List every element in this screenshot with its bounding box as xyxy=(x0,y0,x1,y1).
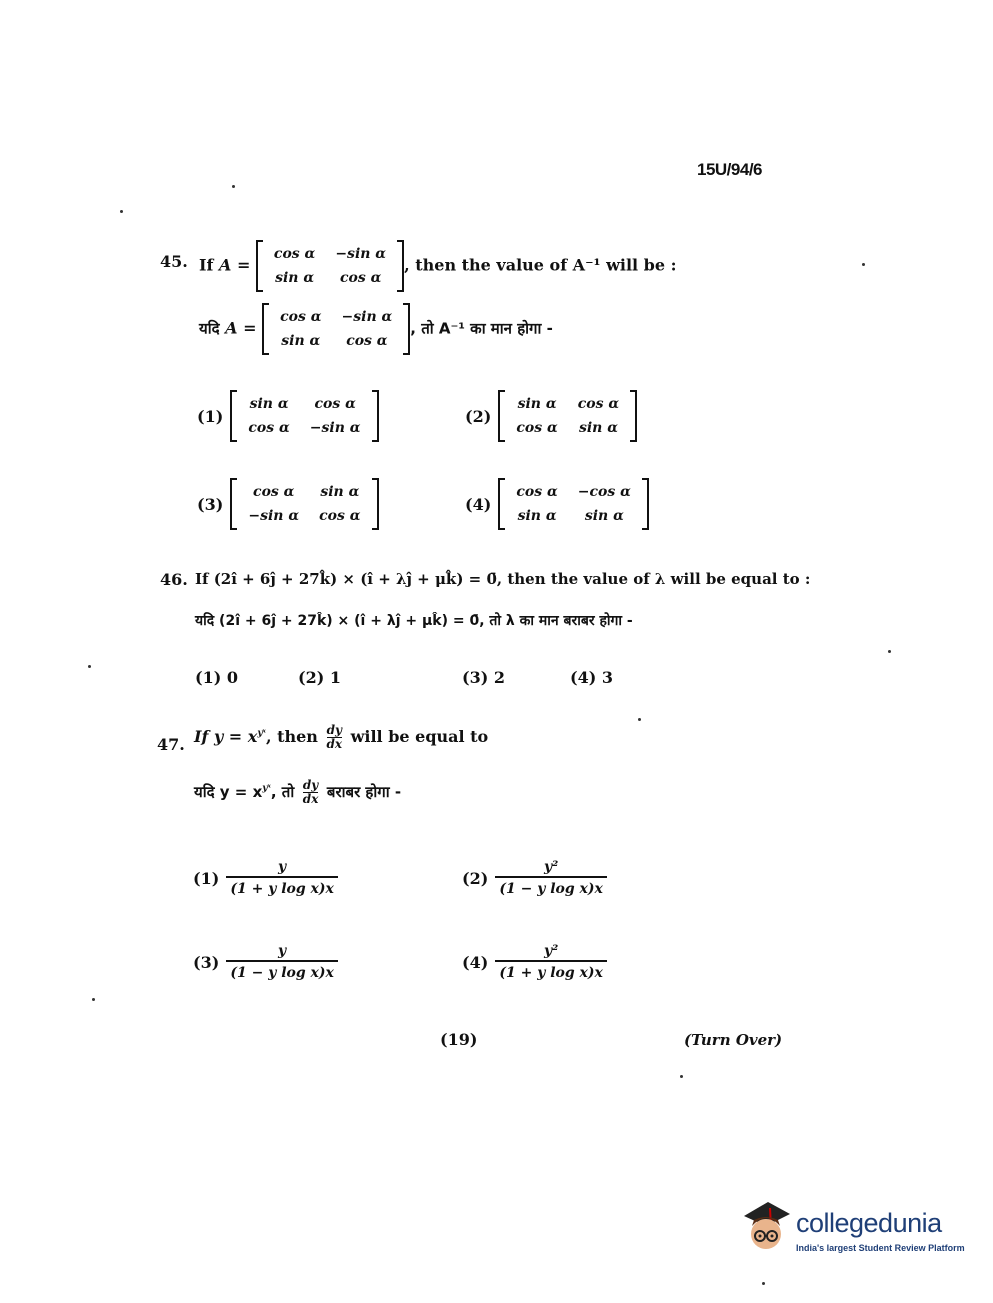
matrix-cell: cos α xyxy=(314,396,356,412)
dx-text: dx xyxy=(302,792,319,806)
option-label: (4) xyxy=(465,494,492,514)
fraction-numerator: y xyxy=(278,859,287,875)
scan-speck xyxy=(232,185,235,188)
matrix-cell: sin α xyxy=(584,508,624,524)
brand-tagline: India's largest Student Review Platform xyxy=(796,1243,965,1253)
scan-speck xyxy=(862,263,865,266)
scan-speck xyxy=(88,665,91,668)
fraction-numerator: y xyxy=(278,943,287,959)
q45-a-cell: sin α xyxy=(275,270,315,286)
q47-if-y: If y = x xyxy=(194,727,258,746)
option-matrix xyxy=(498,478,649,530)
q45-hindi-suffix: , तो A⁻¹ का मान होगा - xyxy=(410,319,553,338)
q45-a-cell: cos α xyxy=(280,309,322,325)
q45-a-cell: cos α xyxy=(340,270,382,286)
q47-hindi-mid: , तो xyxy=(270,783,295,801)
q45-a-cell: cos α xyxy=(273,246,316,262)
matrix-cell: −sin α xyxy=(248,508,300,524)
matrix-cell: cos α xyxy=(577,396,620,412)
question-45-hindi xyxy=(199,303,553,355)
question-47-english xyxy=(194,724,488,751)
fraction-denominator: (1 + y log x)x xyxy=(495,960,607,983)
q46-option-3: (3) 2 xyxy=(462,668,505,687)
q47-option-4 xyxy=(462,942,607,983)
question-45-number: 45. xyxy=(160,252,188,271)
dy-text: dy xyxy=(302,778,319,792)
q45-hindi-a-eq: A = xyxy=(225,318,257,338)
matrix-cell: sin α xyxy=(578,420,618,436)
question-46-hindi: यदि (2î + 6ĵ + 27k̂) × (î + λĵ + μk̂) = 0̄, तो λ का मान बराबर होगा - xyxy=(195,613,633,629)
q46-option-4: (4) 3 xyxy=(570,668,613,687)
scan-speck xyxy=(888,650,891,653)
q47-then: , then xyxy=(265,727,318,746)
q47-hindi-if-y: यदि y = x xyxy=(194,783,263,801)
dx-text: dx xyxy=(326,737,343,751)
scan-speck xyxy=(92,998,95,1001)
option-fraction xyxy=(495,858,607,899)
q47-option-1 xyxy=(193,858,338,899)
q45-a-cell: −sin α xyxy=(341,309,393,325)
page-number: (19) xyxy=(440,1030,478,1049)
paper-code: 15U/94/6 xyxy=(697,160,762,179)
scan-speck xyxy=(638,718,641,721)
collegedunia-mascot-icon xyxy=(738,1196,794,1260)
option-label: (1) xyxy=(193,869,220,888)
fraction-numerator: y² xyxy=(543,943,559,959)
q45-a-cell: −sin α xyxy=(335,246,387,262)
option-matrix xyxy=(230,390,378,442)
q47-option-2 xyxy=(462,858,607,899)
fraction-denominator: (1 − y log x)x xyxy=(226,960,338,983)
q45-a-eq: A = xyxy=(218,255,251,275)
matrix-cell: sin α xyxy=(320,484,360,500)
q47-exponent: yˣ xyxy=(257,728,266,739)
fraction-denominator: (1 + y log x)x xyxy=(226,876,338,899)
q45-if: If xyxy=(199,255,214,275)
matrix-cell: cos α xyxy=(253,484,295,500)
scan-speck xyxy=(762,1282,765,1285)
scan-speck xyxy=(120,210,123,213)
fraction-numerator: y² xyxy=(543,859,559,875)
question-45-english xyxy=(199,240,677,292)
scan-speck xyxy=(680,1075,683,1078)
option-label: (3) xyxy=(193,953,220,972)
q45-option-3 xyxy=(197,478,379,530)
q47-hindi-suffix: बराबर होगा - xyxy=(326,783,402,801)
matrix-cell: sin α xyxy=(517,508,557,524)
q45-option-4 xyxy=(465,478,649,530)
q45-matrix-a xyxy=(256,240,404,292)
option-matrix xyxy=(498,390,637,442)
matrix-cell: −cos α xyxy=(577,484,631,500)
q45-hindi-if: यदि xyxy=(199,319,220,338)
fraction-denominator: (1 − y log x)x xyxy=(495,876,607,899)
question-47-number: 47. xyxy=(157,735,185,754)
matrix-cell: cos α xyxy=(319,508,361,524)
option-label: (2) xyxy=(462,869,489,888)
q47-english-suffix: will be equal to xyxy=(350,727,489,746)
q47-hindi-exponent: yˣ xyxy=(262,783,271,794)
matrix-cell: cos α xyxy=(516,484,558,500)
brand-logo-text: collegedunia xyxy=(796,1208,942,1238)
question-46-english: If (2î + 6ĵ + 27k̂) × (î + λĵ + μk̂) = 0̄, then the value of λ will be equal to : xyxy=(195,570,811,588)
matrix-cell: cos α xyxy=(516,420,558,436)
option-fraction xyxy=(495,942,607,983)
option-label: (4) xyxy=(462,953,489,972)
q45-english-suffix: , then the value of A⁻¹ will be : xyxy=(404,255,677,275)
option-matrix xyxy=(230,478,378,530)
q45-a-cell: cos α xyxy=(346,333,388,349)
option-fraction xyxy=(226,858,338,899)
q47-hindi-derivative xyxy=(303,779,319,806)
matrix-cell: −sin α xyxy=(309,420,361,436)
matrix-cell: sin α xyxy=(517,396,557,412)
turn-over-label: (Turn Over) xyxy=(684,1031,783,1049)
q46-option-1: (1) 0 xyxy=(195,668,238,687)
dy-text: dy xyxy=(326,723,342,737)
question-47-hindi xyxy=(194,779,401,806)
q45-hindi-matrix-a xyxy=(262,303,410,355)
q45-option-2 xyxy=(465,390,637,442)
question-46-number: 46. xyxy=(160,570,188,589)
option-label: (3) xyxy=(197,494,224,514)
option-label: (1) xyxy=(197,406,224,426)
q45-a-cell: sin α xyxy=(281,333,321,349)
q47-derivative xyxy=(327,724,343,751)
q47-option-3 xyxy=(193,942,338,983)
matrix-cell: cos α xyxy=(248,420,290,436)
option-label: (2) xyxy=(465,406,492,426)
matrix-cell: sin α xyxy=(249,396,289,412)
q46-option-2: (2) 1 xyxy=(298,668,341,687)
option-fraction xyxy=(226,942,338,983)
q45-option-1 xyxy=(197,390,379,442)
